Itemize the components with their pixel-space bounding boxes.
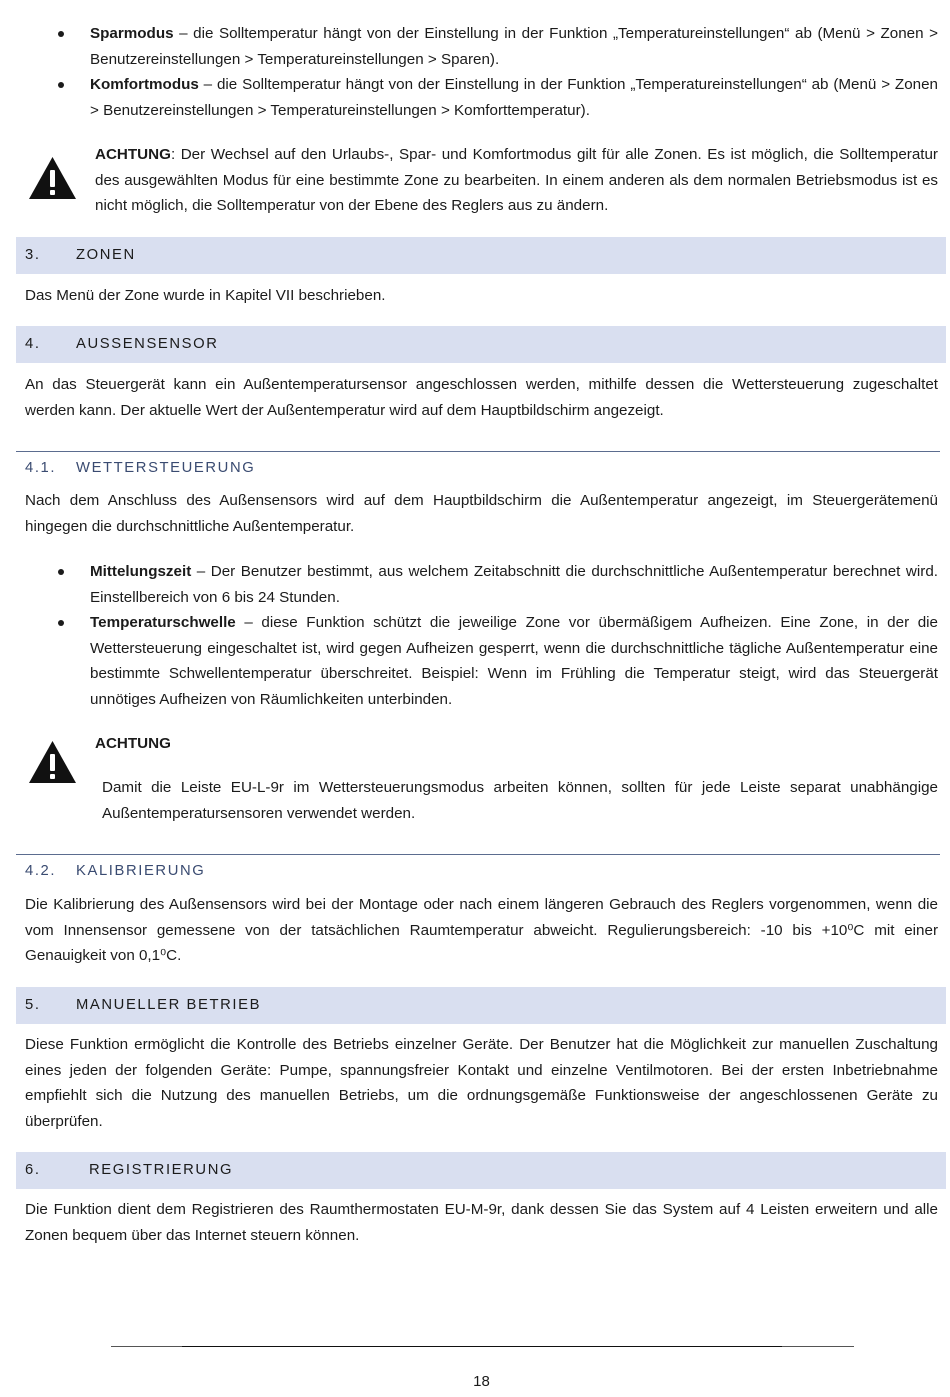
footer-divider-accent (182, 1346, 782, 1347)
subsection-title: KALIBRIERUNG (76, 863, 206, 879)
subsection-body: Die Kalibrierung des Außensensors wird bei der Montage oder nach einem längeren Gebrauch des Reglers vorgenommen, wenn die vom Innensensor gemessene von der tatsächlichen Raumtemperatur abweicht. Regulierungsbereich: -10 bis +10⁰C mit einer Genauigkeit von 0,1⁰C. (25, 896, 938, 965)
section-heading-aussensensor (16, 326, 946, 363)
section-title: AUSSENSENSOR (76, 336, 219, 352)
weather-bullet-list (55, 559, 938, 713)
warning-text: Damit die Leiste EU-L-9r im Wettersteuerungsmodus arbeiten können, sollten für jede Leiste separat unabhängige Außentemperatursensoren verwendet werden. (102, 779, 938, 822)
warning-text: : Der Wechsel auf den Urlaubs-, Spar- und Komfortmodus gilt für alle Zonen. Es ist möglich, die Solltemperatur des ausgewählten Modus für eine bestimmte Zone zu bearbeiten. In einem anderen als dem normalen Betriebsmodus ist es nicht möglich, die Solltemperatur von der Ebene des Reglers aus zu ändern. (95, 146, 938, 215)
section-body: Das Menü der Zone wurde in Kapitel VII beschrieben. (25, 287, 386, 304)
page-number: 18 (473, 1373, 490, 1390)
subsection-title: WETTERSTEUERUNG (76, 460, 256, 476)
section-number: 3. (25, 247, 41, 263)
list-item (55, 559, 938, 610)
bullet-text: – die Solltemperatur hängt von der Einstellung in der Funktion „Temperatureinstellungen“ ab (Menü > Zonen > Benutzereinstellungen > Temperatureinstellungen > Sparen). (90, 25, 938, 68)
section-body: Die Funktion dient dem Registrieren des Raumthermostaten EU-M-9r, dank dessen Sie das System auf 4 Leisten erweitern und alle Zonen bequem über das Internet steuern können. (25, 1201, 938, 1244)
bullet-icon (58, 82, 64, 88)
list-item (55, 21, 938, 72)
bullet-text: – Der Benutzer bestimmt, aus welchem Zeitabschnitt die durchschnittliche Außentemperatur berechnet wird. Einstellbereich von 6 bis 24 Stunden. (90, 563, 938, 606)
section-heading-zonen (16, 237, 946, 274)
subsection-divider (16, 854, 940, 855)
section-body: An das Steuergerät kann ein Außentemperatursensor angeschlossen werden, mithilfe dessen die Wettersteuerung zugeschaltet werden kann. Der aktuelle Wert der Außentemperatur wird auf dem Hauptbildschirm angezeigt. (25, 376, 938, 419)
section-number: 6. (25, 1162, 41, 1178)
bullet-term: Komfortmodus (90, 76, 199, 94)
warning-triangle-icon (27, 155, 78, 201)
subsection-divider (16, 451, 940, 452)
warning-note (95, 142, 938, 219)
mode-bullet-list (55, 21, 938, 123)
bullet-icon (58, 569, 64, 575)
bullet-term: Temperaturschwelle (90, 614, 236, 632)
bullet-term: Mittelungszeit (90, 563, 192, 580)
subsection-body: Nach dem Anschluss des Außensensors wird auf dem Hauptbildschirm die Außentemperatur angezeigt, im Steuergerätemenü hingegen die durchschnittliche Außentemperatur. (25, 492, 938, 535)
bullet-term: Sparmodus (90, 25, 174, 42)
bullet-text: – die Solltemperatur hängt von der Einstellung in der Funktion „Temperatureinstellungen“ ab (Menü > Zonen > Benutzereinstellungen > Temperatureinstellungen > Komforttemperatur). (90, 76, 938, 119)
subsection-number: 4.2. (25, 863, 57, 879)
warning-label: ACHTUNG (95, 735, 171, 752)
section-body: Diese Funktion ermöglicht die Kontrolle des Betriebs einzelner Geräte. Der Benutzer hat die Möglichkeit zur manuellen Zuschaltung eines jeden der folgenden Geräte: Pumpe, spannungsfreier Kontakt und einzelne Ventilmotoren. Bei der ersten Inbetriebnahme empfiehlt sich die Nutzung des manuellen Betriebs, um die ordnungsgemäße Funktionsweise der angeschlossenen Geräte zu überprüfen. (25, 1036, 938, 1130)
section-title: ZONEN (76, 247, 136, 263)
bullet-icon (58, 31, 64, 37)
section-title: REGISTRIERUNG (89, 1162, 234, 1178)
list-item (55, 72, 938, 123)
warning-label: ACHTUNG (95, 146, 171, 163)
section-number: 5. (25, 997, 41, 1013)
section-heading-registrierung (16, 1152, 946, 1189)
section-title: MANUELLER BETRIEB (76, 997, 262, 1013)
list-item (55, 610, 938, 712)
subsection-number: 4.1. (25, 460, 57, 476)
section-heading-manueller-betrieb (16, 987, 946, 1024)
bullet-icon (58, 620, 64, 626)
warning-triangle-icon (27, 739, 78, 785)
section-number: 4. (25, 336, 41, 352)
bullet-text: – diese Funktion schützt die jeweilige Zone vor übermäßigem Aufheizen. Eine Zone, in der die Wettersteuerung eingeschaltet ist, wird gegen Aufheizen gesperrt, wenn die durchschnittliche tägliche Außentemperatur eine bestimmte Schwellentemperatur überschreitet. Beispiel: Wenn im Frühling die Temperatur steigt, wird das Steuergerät unnötiges Aufheizen von Räumlichkeiten unterbinden. (90, 614, 938, 708)
